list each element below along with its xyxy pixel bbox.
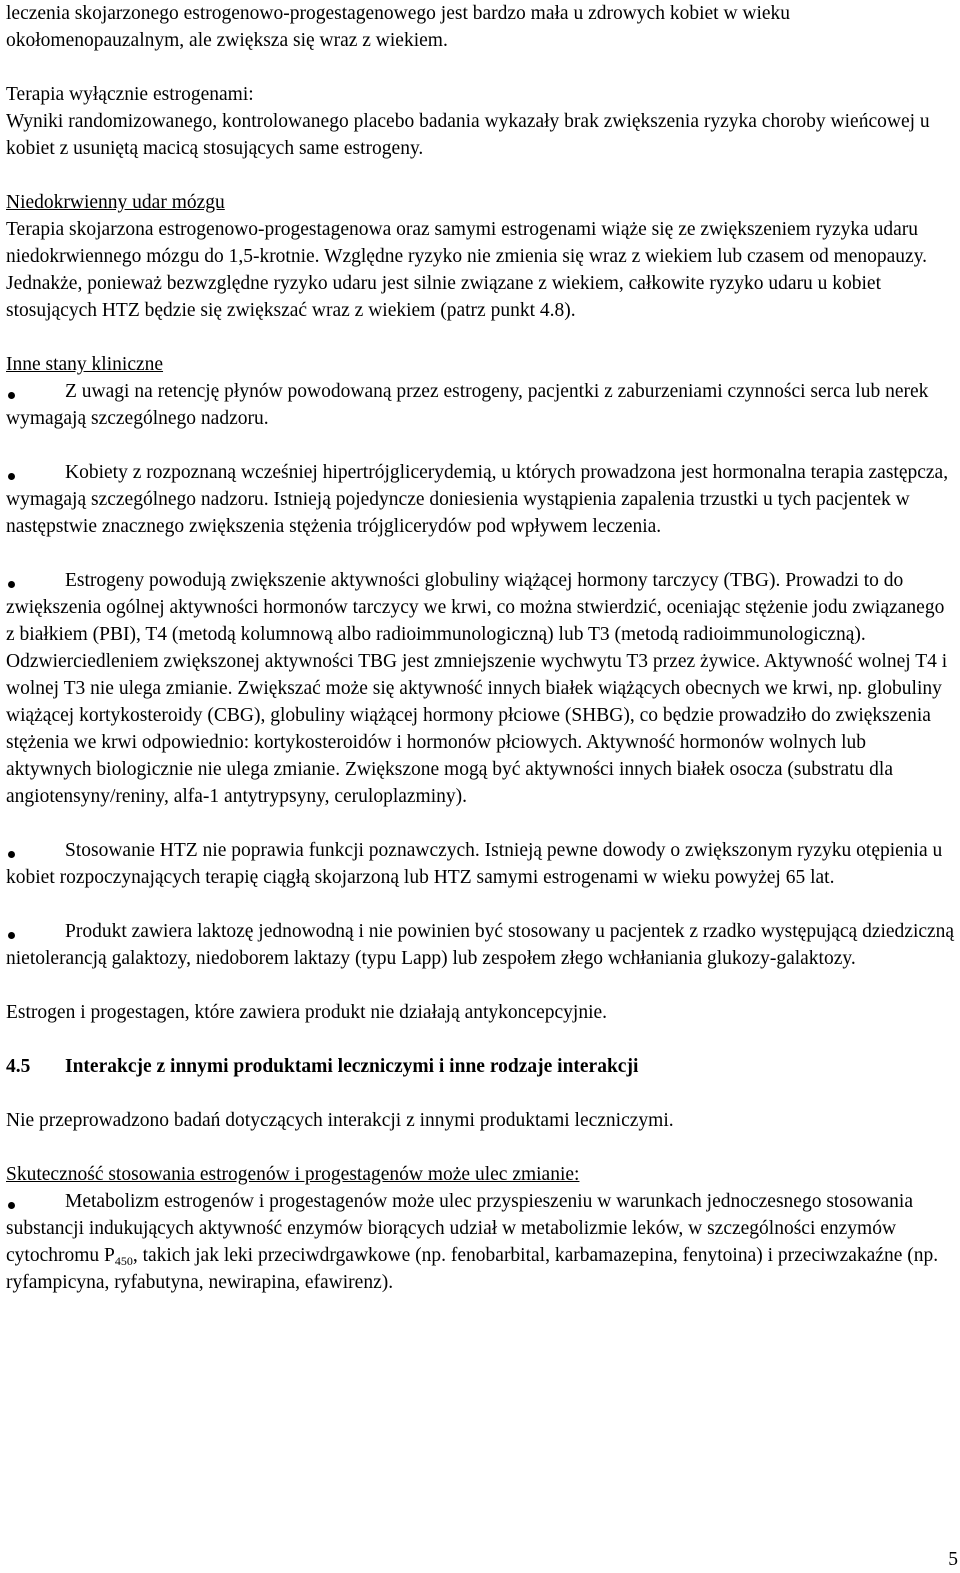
bullet-fluid-retention — [6, 378, 956, 432]
bullet-text: Stosowanie HTZ nie poprawia funkcji poznawczych. Istnieją pewne dowody o zwiększonym ryzyku otępienia u kobiet rozpoczynających terapię ciągłą skojarzoną lub HTZ samymi estrogenami w wieku powyżej 65 lat. — [6, 840, 943, 888]
section-title: Interakcje z innymi produktami leczniczymi i inne rodzaje interakcji — [65, 1056, 639, 1077]
bullet-cognitive — [6, 837, 956, 891]
bullet-text: Z uwagi na retencję płynów powodowaną przez estrogeny, pacjentki z zaburzeniami czynności serca lub nerek wymagają szczególnego nadzoru. — [6, 381, 929, 429]
efficacy-heading: Skuteczność stosowania estrogenów i progestagenów może ulec zmianie: — [6, 1164, 580, 1185]
stroke-text: Terapia skojarzona estrogenowo-progestagenowa oraz samymi estrogenami wiąże się ze zwiększeniem ryzyka udaru niedokrwiennego mózgu do 1,5-krotnie. Względne ryzyko nie zmienia się wraz z wiekiem lub czasem od menopauzy. Jednakże, ponieważ bezwzględne ryzyko udaru jest silnie związane z wiekiem, całkowite ryzyko udaru u kobiet stosujących HTZ będzie się zwiększać wraz z wiekiem (patrz punkt 4.8). — [6, 219, 928, 321]
document-page — [6, 0, 956, 1296]
page-number: 5 — [948, 1549, 958, 1570]
bullet-lactose — [6, 918, 956, 972]
subscript-450: 450 — [114, 1254, 133, 1268]
estrogen-only-heading: Terapia wyłącznie estrogenami: — [6, 84, 254, 105]
other-conditions-heading: Inne stany kliniczne — [6, 354, 164, 375]
estrogen-only-text: Wyniki randomizowanego, kontrolowanego placebo badania wykazały brak zwiększenia ryzyka choroby wieńcowej u kobiet z usuniętą macicą stosujących same estrogeny. — [6, 111, 930, 159]
bullet-tbg — [6, 567, 956, 810]
section-number: 4.5 — [6, 1056, 31, 1077]
bullet-text: Produkt zawiera laktozę jednowodną i nie powinien być stosowany u pacjentek z rzadko występującą dziedziczną nietolerancją galaktozy, niedoborem laktazy (typu Lapp) lub zespołem złego wchłaniania glukozy-galaktozy. — [6, 921, 955, 969]
contraception-note: Estrogen i progestagen, które zawiera produkt nie działają antykoncepcyjnie. — [6, 1002, 608, 1023]
bullet-text: Kobiety z rozpoznaną wcześniej hipertrójglicerydemią, u których prowadzona jest hormonalna terapia zastępcza, wymagają szczególnego nadzoru. Istnieją pojedyncze doniesienia wystąpienia zapalenia trzustki u tych pacjentek w następstwie znacznego zwiększenia stężenia trójglicerydów pod wpływem leczenia. — [6, 462, 949, 537]
section-intro: Nie przeprowadzono badań dotyczących interakcji z innymi produktami leczniczymi. — [6, 1110, 674, 1131]
bullet-text-part1: Metabolizm estrogenów i progestagenów może ulec przyspieszeniu w warunkach jednoczesnego stosowania substancji indukujących aktywność enzymów biorących udział w metabolizmie leków, w szczególności enzymów cytochromu P — [6, 1191, 913, 1266]
stroke-heading: Niedokrwienny udar mózgu — [6, 192, 225, 213]
bullet-text: Estrogeny powodują zwiększenie aktywności globuliny wiążącej hormony tarczycy (TBG). Prowadzi to do zwiększenia ogólnej aktywności hormonów tarczycy we krwi, co można stwierdzić, oceniając stężenie jodu związanego z białkiem (PBI), T4 (metodą kolumnową albo radioimmunologiczną) lub T3 (metodą radioimmunologiczną). Odzwierciedleniem zwiększonej aktywności TBG jest zmniejszenie wychwytu T3 przez żywice. Aktywność wolnej T4 i wolnej T3 nie ulega zmianie. Zwiększać może się aktywność innych białek wiążących obecnych we krwi, np. globuliny wiążącej kortykosteroidy (CBG), globuliny wiążącej hormony płciowe (SHBG), co będzie prowadziło do zwiększenia stężenia we krwi odpowiednio: kortykosteroidów i hormonów płciowych. Aktywność hormonów wolnych lub aktywnych biologicznie nie ulega zmianie. Zwiększone mogą być aktywności innych białek osocza (substratu dla angiotensyny/reniny, alfa-1 antytrypsyny, ceruloplazminy). — [6, 570, 948, 807]
intro-paragraph: leczenia skojarzonego estrogenowo-progestagenowego jest bardzo mała u zdrowych kobiet w wieku okołomenopauzalnym, ale zwiększa się wraz z wiekiem. — [6, 3, 791, 51]
bullet-hypertriglyceridemia — [6, 459, 956, 540]
bullet-metabolism — [6, 1188, 956, 1296]
section-heading-4-5 — [6, 1053, 956, 1080]
bullet-text-part2: , takich jak leki przeciwdrgawkowe (np. fenobarbital, karbamazepina, fenytoina) i przeciwzakaźne (np. ryfampicyna, ryfabutyna, newirapina, efawirenz). — [6, 1245, 939, 1293]
